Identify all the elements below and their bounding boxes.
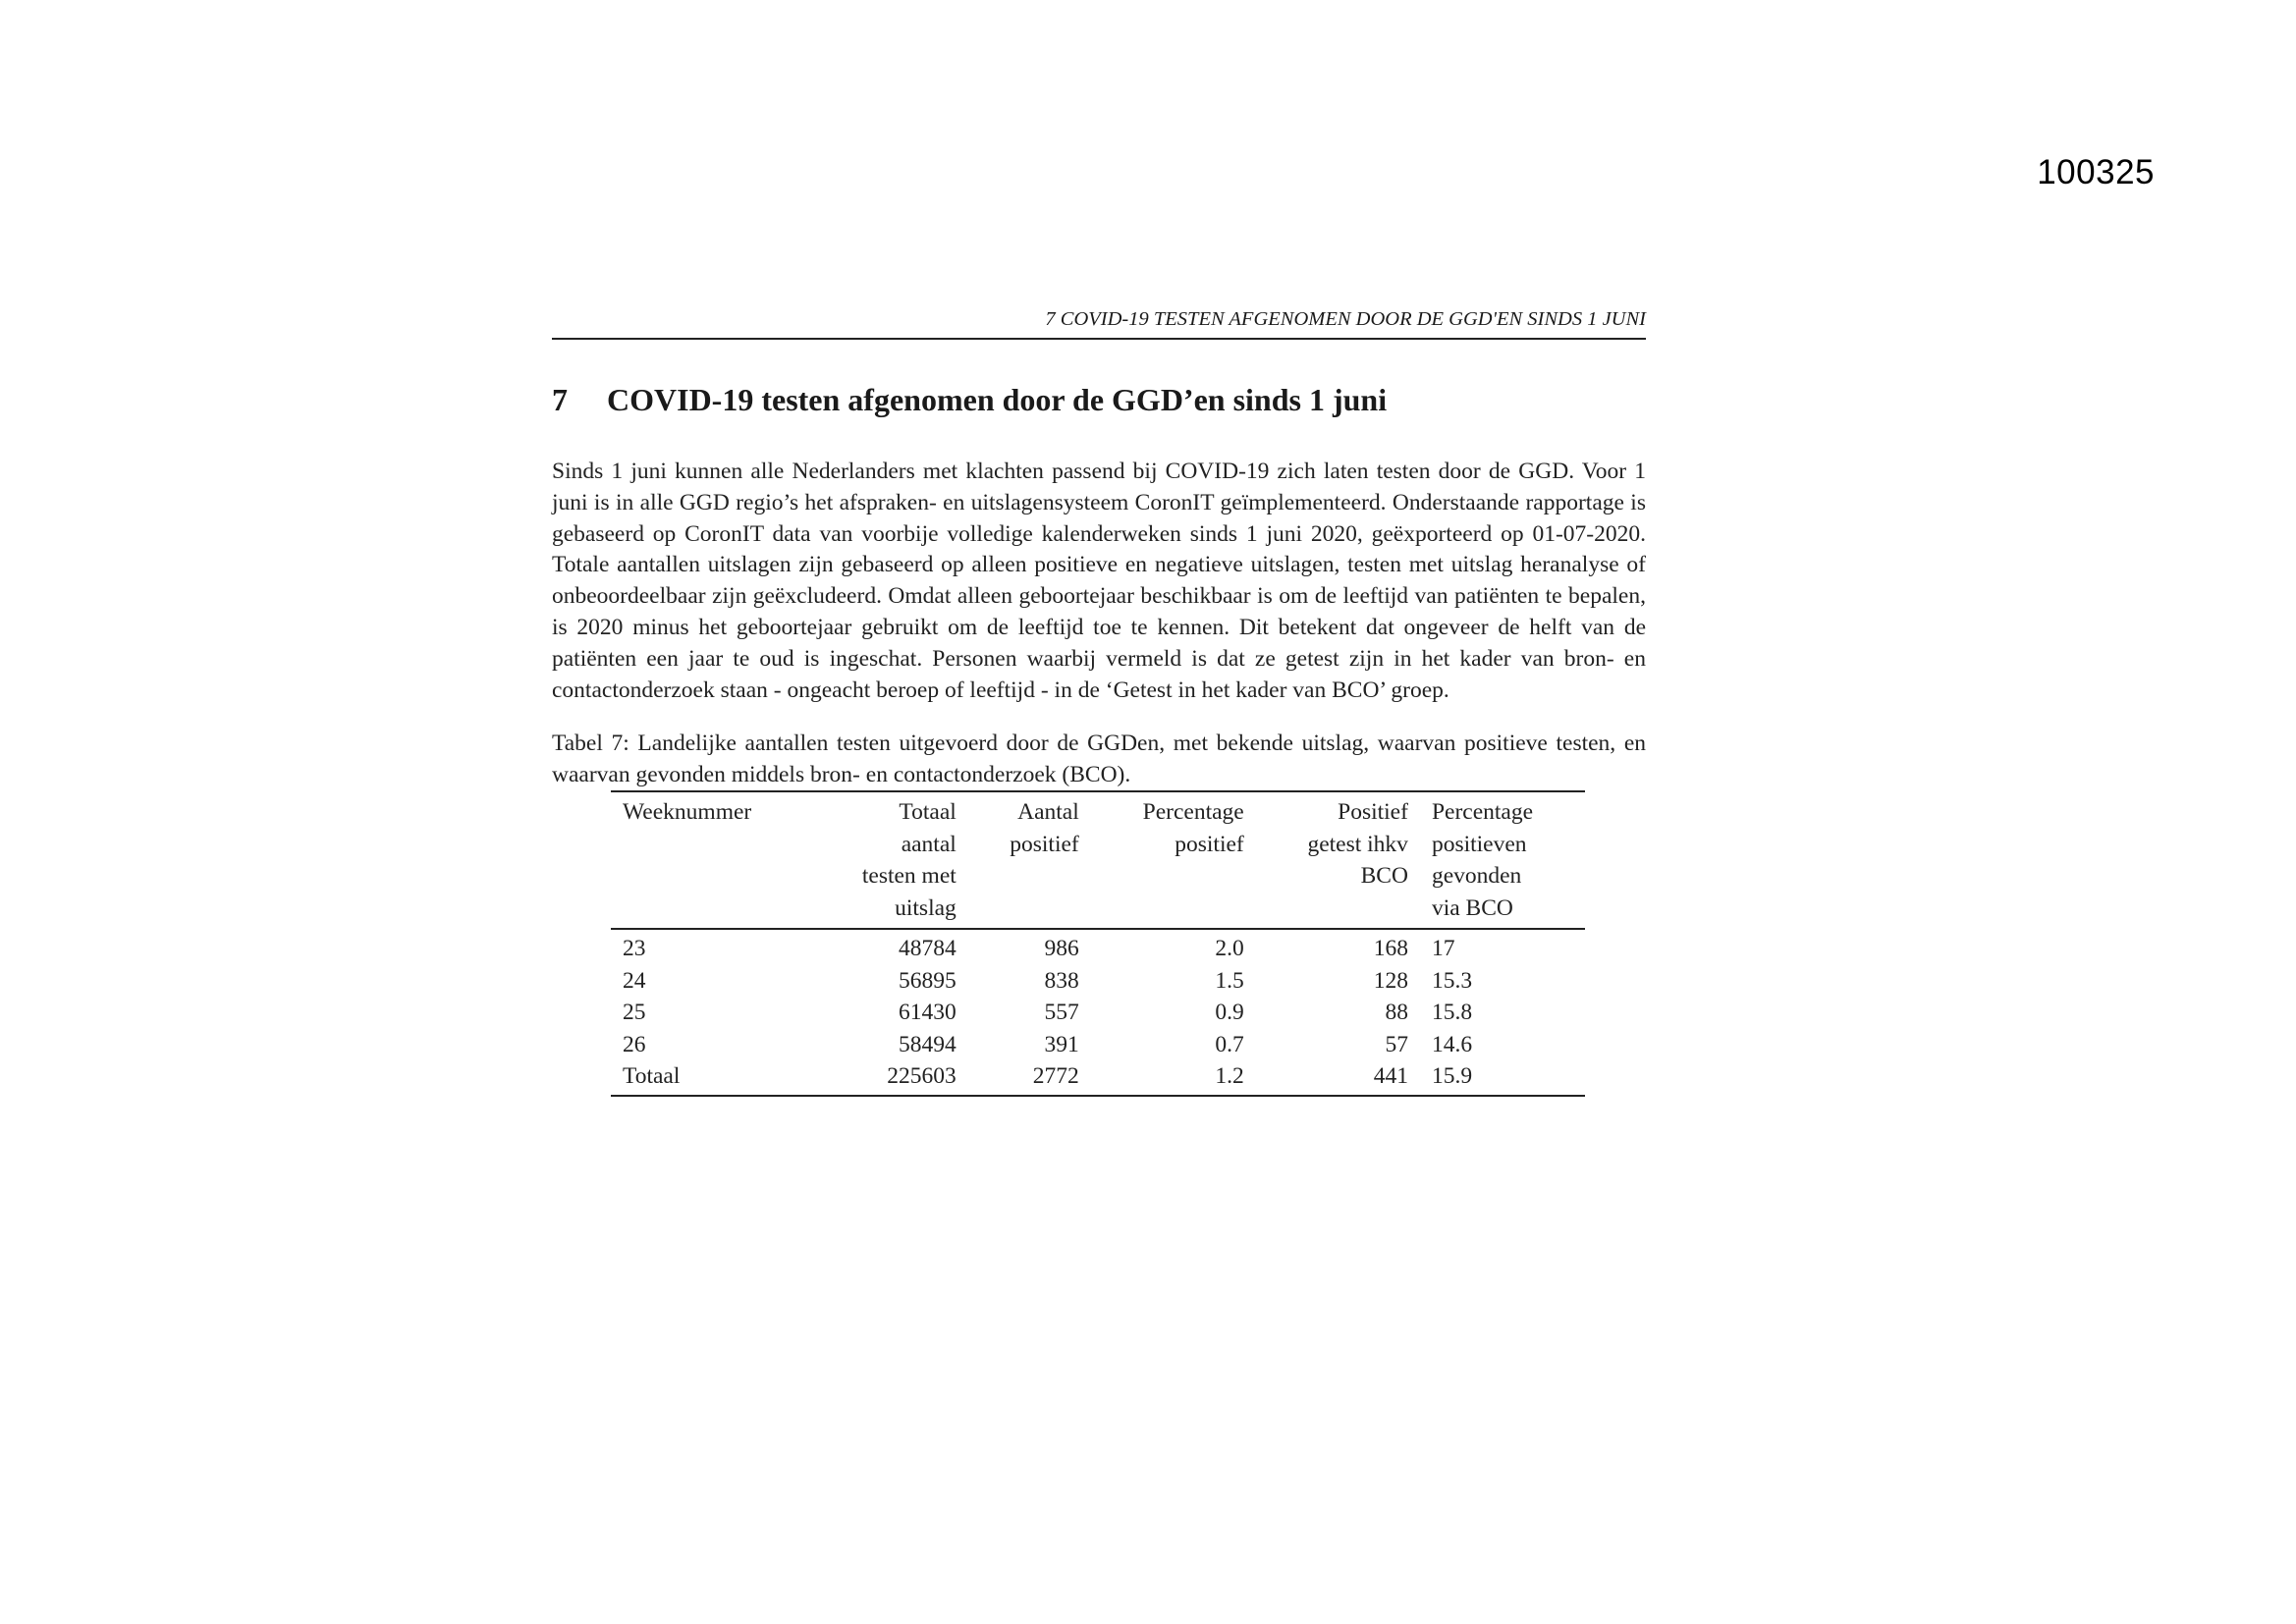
section-number: 7 [552,382,568,417]
cell-total-tests: 61430 [899,1000,957,1026]
cell-percent-bco: 15.3 [1431,967,1473,994]
cell-positive: 2772 [1032,1063,1079,1090]
cell-total-tests: 56895 [899,967,957,994]
cell-percent-bco: 15.8 [1431,1000,1473,1026]
intro-paragraph: Sinds 1 juni kunnen alle Nederlanders met klachten passend bij COVID-19 zich laten testen door de GGD. Voor 1 juni is in alle GGD regio’s het afspraken- en uitslagensysteem CoronIT geïmplementeerd. Onderstaande rapportage is gebaseerd op CoronIT data van voorbije volledige kalenderweken sinds 1 juni 2020, geëxporteerd op 01-07-2020. Totale aantallen uitslagen zijn gebaseerd op alleen positieve en negatieve uitslagen, testen met uitslag heranalyse of onbeoordeelbaar zijn geëxcludeerd. Omdat alleen geboortejaar beschikbaar is om de leeftijd van patiënten te bepalen, is 2020 minus het geboortejaar gebruikt om de leeftijd toe te kennen. Dit betekent dat ongeveer de helft van de patiënten een jaar te oud is ingeschat. Personen waarbij vermeld is dat ze getest zijn in het kader van bron- en contactonderzoek staan - ongeacht beroep of leeftijd - in de ‘Getest in het kader van BCO’ groep. [552,459,1646,703]
cell-positive-bco: 441 [1373,1063,1408,1090]
table-caption: Tabel 7: Landelijke aantallen testen uitgevoerd door de GGDen, met bekende uitslag, waarvan positieve testen, en waarvan gevonden middels bron- en contactonderzoek (BCO). [552,731,1646,788]
cell-week: 24 [623,967,646,994]
table-row [611,965,1585,998]
cell-percent-positive: 0.9 [1215,1000,1244,1026]
cell-percent-positive: 1.2 [1215,1063,1244,1090]
cell-positive-bco: 57 [1385,1031,1408,1057]
document-id: 100325 [2037,153,2155,191]
cell-positive: 838 [1044,967,1079,994]
header-percentage-positief: Percentage positief [1142,799,1244,857]
section-heading [552,380,1646,419]
cell-positive-bco: 168 [1373,936,1408,962]
report-page [552,306,1646,1097]
cell-percent-positive: 0.7 [1215,1031,1244,1057]
cell-positive: 557 [1044,1000,1079,1026]
cell-positive-bco: 88 [1385,1000,1408,1026]
cell-positive: 391 [1044,1031,1079,1057]
header-aantal-positief: Aantal positief [1010,799,1079,857]
cell-week: 25 [623,1000,646,1026]
header-positief-bco: Positief getest ihkv BCO [1307,799,1408,890]
running-header: 7 COVID-19 TESTEN AFGENOMEN DOOR DE GGD'EN SINDS 1 JUNI [552,306,1646,340]
header-totaal-testen: Totaal aantal testen met uitslag [861,799,957,921]
table-row [611,997,1585,1029]
cell-positive: 986 [1044,936,1079,962]
cell-total-tests: 48784 [899,936,957,962]
table-total-row [611,1060,1585,1096]
cell-percent-bco: 14.6 [1431,1031,1473,1057]
cell-total-tests: 58494 [899,1031,957,1057]
section-title: COVID-19 testen afgenomen door de GGD’en sinds 1 juni [607,382,1388,417]
table-header-row [611,791,1585,929]
cell-percent-positive: 1.5 [1215,967,1244,994]
table-row [611,929,1585,965]
cell-total-tests: 225603 [887,1063,957,1090]
testing-results-table [611,790,1585,1097]
cell-positive-bco: 128 [1373,967,1408,994]
cell-week: 23 [623,936,646,962]
cell-percent-bco: 17 [1431,936,1455,962]
cell-week: Totaal [623,1063,681,1090]
header-percentage-bco: Percentage positieven gevonden via BCO [1431,799,1534,921]
table-row [611,1029,1585,1061]
cell-week: 26 [623,1031,646,1057]
header-weeknummer: Weeknummer [623,799,752,826]
cell-percent-bco: 15.9 [1431,1063,1473,1090]
cell-percent-positive: 2.0 [1215,936,1244,962]
